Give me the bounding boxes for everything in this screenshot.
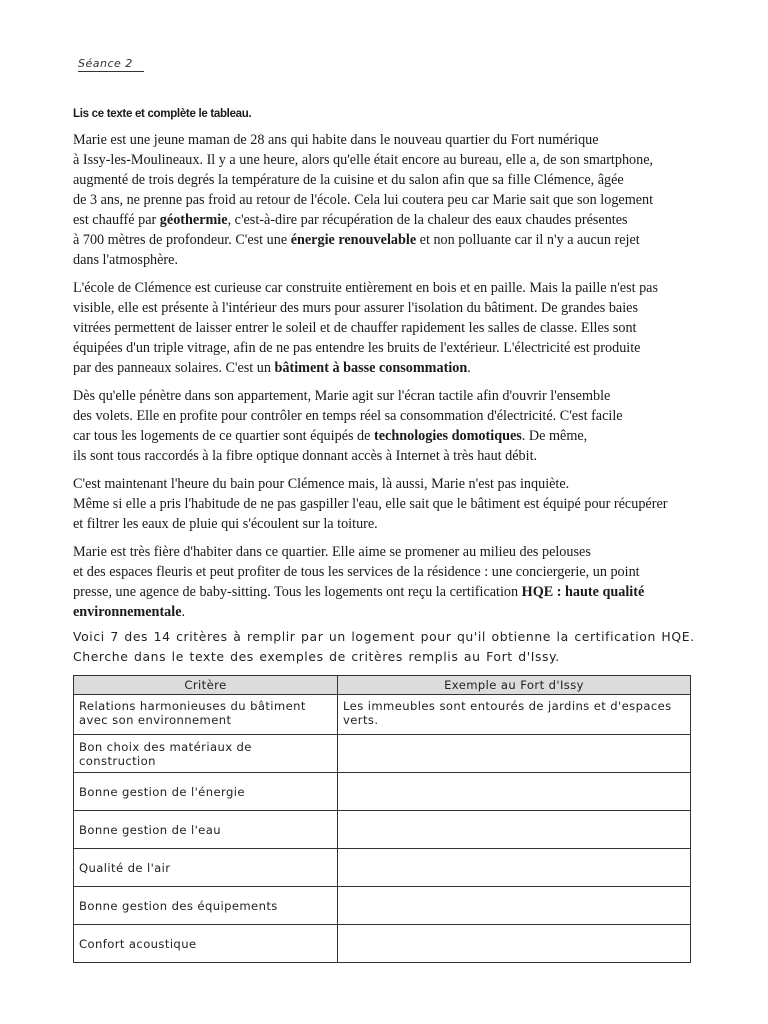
header-exemple: Exemple au Fort d'Issy bbox=[338, 676, 691, 695]
text-line bbox=[73, 210, 693, 230]
text-segment: vitrées permettent de laisser entrer le soleil et de chauffer rapidement les salles de classe. Elles sont bbox=[73, 320, 637, 336]
criterion-cell: Bon choix des matériaux de construction bbox=[74, 735, 338, 773]
criterion-cell: Bonne gestion des équipements bbox=[74, 887, 338, 925]
table-row bbox=[74, 811, 691, 849]
bold-term: environnementale bbox=[73, 604, 182, 620]
example-cell[interactable] bbox=[338, 849, 691, 887]
text-line bbox=[73, 582, 693, 602]
table-row bbox=[74, 695, 691, 735]
text-segment: de 3 ans, ne prenne pas froid au retour de l'école. Cela lui coutera peu car Marie sait que son logement bbox=[73, 192, 654, 208]
text-line bbox=[73, 298, 693, 318]
seance-header: Séance 2 bbox=[78, 57, 144, 72]
paragraph bbox=[73, 474, 693, 534]
example-cell[interactable] bbox=[338, 773, 691, 811]
text-segment: Dès qu'elle pénètre dans son appartement, Marie agit sur l'écran tactile afin d'ouvrir l'ensemble bbox=[73, 388, 611, 404]
bold-term: énergie renouvelable bbox=[290, 232, 417, 248]
text-line bbox=[73, 386, 693, 406]
bold-term: géothermie bbox=[159, 212, 228, 228]
text-segment: par des panneaux solaires. C'est un bbox=[73, 360, 275, 376]
text-segment: . bbox=[467, 360, 471, 376]
bold-term: technologies domotiques bbox=[374, 428, 522, 444]
text-line bbox=[73, 426, 693, 446]
text-segment: augmenté de trois degrés la température de la cuisine et du salon afin que sa fille Clémence, âgée bbox=[73, 172, 624, 188]
text-segment: des volets. Elle en profite pour contrôler en temps réel sa consommation d'électricité. C'est facile bbox=[73, 408, 623, 424]
header-critere: Critère bbox=[74, 676, 338, 695]
text-segment: à 700 mètres de profondeur. C'est une bbox=[73, 232, 291, 248]
text-segment: Même si elle a pris l'habitude de ne pas gaspiller l'eau, elle sait que le bâtiment est équipé pour récupérer bbox=[73, 496, 668, 512]
table-header-row bbox=[74, 676, 691, 695]
paragraph bbox=[73, 130, 693, 270]
text-line bbox=[73, 318, 693, 338]
intro-line: Cherche dans le texte des exemples de critères remplis au Fort d'Issy. bbox=[73, 649, 560, 664]
text-segment: et filtrer les eaux de pluie qui s'écoulent sur la toiture. bbox=[73, 516, 378, 532]
text-line bbox=[73, 602, 693, 622]
criterion-cell: Bonne gestion de l'énergie bbox=[74, 773, 338, 811]
bold-term: bâtiment à basse consommation bbox=[274, 360, 468, 376]
criterion-cell: Relations harmonieuses du bâtiment avec son environnement bbox=[74, 695, 338, 735]
text-segment: à Issy-les-Moulineaux. Il y a une heure, alors qu'elle était encore au bureau, elle a, de son smartphone, bbox=[73, 152, 654, 168]
text-segment: et non polluante car il n'y a aucun rejet bbox=[416, 232, 640, 248]
text-segment: visible, elle est présente à l'intérieur des murs pour assurer l'isolation du bâtiment. De grandes baies bbox=[73, 300, 638, 316]
text-segment: car tous les logements de ce quartier sont équipés de bbox=[73, 428, 374, 444]
intro-line: Voici 7 des 14 critères à remplir par un logement pour qu'il obtienne la certification HQE. bbox=[73, 629, 695, 644]
text-line bbox=[73, 190, 693, 210]
text-segment: C'est maintenant l'heure du bain pour Clémence mais, là aussi, Marie n'est pas inquiète. bbox=[73, 476, 570, 492]
criterion-cell: Bonne gestion de l'eau bbox=[74, 811, 338, 849]
text-segment: Marie est une jeune maman de 28 ans qui habite dans le nouveau quartier du Fort numérique bbox=[73, 132, 599, 148]
example-cell[interactable] bbox=[338, 887, 691, 925]
text-segment: et des espaces fleuris et peut profiter de tous les services de la résidence : une conciergerie, un point bbox=[73, 564, 640, 580]
text-line bbox=[73, 406, 693, 426]
example-cell[interactable] bbox=[338, 925, 691, 963]
example-cell[interactable]: Les immeubles sont entourés de jardins et d'espaces verts. bbox=[338, 695, 691, 735]
criterion-cell: Confort acoustique bbox=[74, 925, 338, 963]
paragraph bbox=[73, 386, 693, 466]
paragraph bbox=[73, 278, 693, 378]
criteria-table bbox=[73, 675, 691, 963]
example-cell[interactable] bbox=[338, 811, 691, 849]
text-line bbox=[73, 474, 693, 494]
table-row bbox=[74, 849, 691, 887]
text-line bbox=[73, 250, 693, 270]
table-intro bbox=[73, 627, 693, 667]
text-line bbox=[73, 562, 693, 582]
text-line bbox=[73, 514, 693, 534]
text-line bbox=[73, 358, 693, 378]
text-segment: équipées d'un triple vitrage, afin de ne pas entendre les bruits de l'extérieur. L'électricité est produite bbox=[73, 340, 641, 356]
text-segment: Marie est très fière d'habiter dans ce quartier. Elle aime se promener au milieu des pelouses bbox=[73, 544, 591, 560]
text-line bbox=[73, 446, 693, 466]
text-line bbox=[73, 170, 693, 190]
text-segment: L'école de Clémence est curieuse car construite entièrement en bois et en paille. Mais la paille n'est pas bbox=[73, 280, 658, 296]
text-segment: ils sont tous raccordés à la fibre optique donnant accès à Internet à très haut débit. bbox=[73, 448, 538, 464]
text-segment: , c'est-à-dire par récupération de la chaleur des eaux chaudes présentes bbox=[227, 212, 628, 228]
table-row bbox=[74, 735, 691, 773]
text-line bbox=[73, 338, 693, 358]
text-line bbox=[73, 278, 693, 298]
table-row bbox=[74, 925, 691, 963]
instruction: Lis ce texte et complète le tableau. bbox=[73, 108, 252, 120]
table-row bbox=[74, 773, 691, 811]
text-segment: est chauffé par bbox=[73, 212, 160, 228]
reading-text bbox=[73, 130, 693, 630]
text-segment: dans l'atmosphère. bbox=[73, 252, 178, 268]
paragraph bbox=[73, 542, 693, 622]
example-cell[interactable] bbox=[338, 735, 691, 773]
text-line bbox=[73, 542, 693, 562]
text-line bbox=[73, 150, 693, 170]
text-line bbox=[73, 230, 693, 250]
text-line bbox=[73, 494, 693, 514]
bold-term: HQE : haute qualité bbox=[521, 584, 645, 600]
text-line bbox=[73, 130, 693, 150]
text-segment: . bbox=[181, 604, 186, 620]
text-segment: presse, une agence de baby-sitting. Tous les logements ont reçu la certification bbox=[73, 584, 522, 600]
table-row bbox=[74, 887, 691, 925]
criterion-cell: Qualité de l'air bbox=[74, 849, 338, 887]
text-segment: . De même, bbox=[521, 428, 588, 444]
